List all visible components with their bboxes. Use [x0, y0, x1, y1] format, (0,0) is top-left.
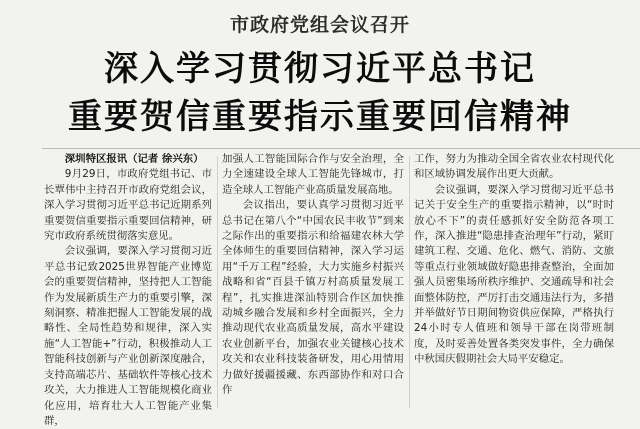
paragraph: 工作，努力为推动全国全省农业农村现代化和区域协调发展作出更大贡献。	[414, 153, 614, 181]
header-rule	[42, 148, 640, 149]
paragraph: 会议指出，要认真学习贯彻习近平总书记在第八个“中国农民丰收节”到来之际作出的重要指示和给福建农林大学全体师生的重要回信精神，深入学习运用“千万工程”经验，大力实施乡村振兴战略和省“百县千镇万村高质量发展工程”，扎实推进深汕特别合作区加快推动城乡融合发展和乡村全面振兴，全力推动现代农业高质量发展，高水平建设农业创新平台，加强农业关键核心技术攻关和农业科技装备研发，用心用情用力做好援疆援藏、东西部协作和对口合作	[222, 199, 404, 397]
paragraph: 9月29日，市政府党组书记、市长覃伟中主持召开市政府党组会议，深入学习贯彻习近平总书记近期系列重要贺信重要指示重要回信精神，研究市政府系统贯彻落实意见。	[44, 168, 212, 243]
headline-line-2: 重要贺信重要指示重要回信精神	[68, 97, 572, 137]
body-column-2	[222, 152, 404, 412]
body-column-3	[414, 152, 614, 412]
paragraph: 会议强调，要深入学习贯彻习近平总书记关于安全生产的重要指示精神，以“时时放心不下”的责任感抓好安全防范各项工作，深入推进“隐患排查治理年”行动，紧盯建筑工程、交通、危化、燃气、消防、文旅等重点行业领域做好隐患排查整治，全面加强人员密集场所秩序维护、交通疏导和社会面整体防控，严厉打击交通违法行为，多措并举做好节日期间物资供应保障，严格执行24小时专人值班和领导干部在岗带班制度，及时妥善处置各类突发事件，全力确保中秋国庆假期社会大局平安稳定。	[414, 183, 614, 366]
column-divider	[217, 156, 218, 408]
byline: 深圳特区报讯（记者 徐兴东）	[64, 153, 204, 165]
headline-line-1: 深入学习贯彻习近平总书记	[104, 49, 536, 89]
paragraph: 会议强调，要深入学习贯彻习近平总书记致2025世界智能产业博览会的重要贺信精神，坚持把人工智能作为发展新质生产力的重要引擎，深刻洞察、精准把握人工智能发展的战略性、全局性趋势和规律，深入实施“人工智能+”行动，积极推动人工智能科技创新与产业创新深度融合，支持高端芯片、基础软件等核心技术攻关，大力推进人工智能规模化商业化应用，培育壮大人工智能产业集群，	[44, 245, 212, 427]
body-column-1	[44, 152, 212, 427]
article-kicker: 市政府党组会议召开	[229, 14, 410, 36]
column-divider	[409, 156, 410, 408]
paragraph: 加强人工智能国际合作与安全治理，全力全速建设全球人工智能先锋城市，打造全球人工智能产业高质量发展高地。	[222, 153, 404, 196]
